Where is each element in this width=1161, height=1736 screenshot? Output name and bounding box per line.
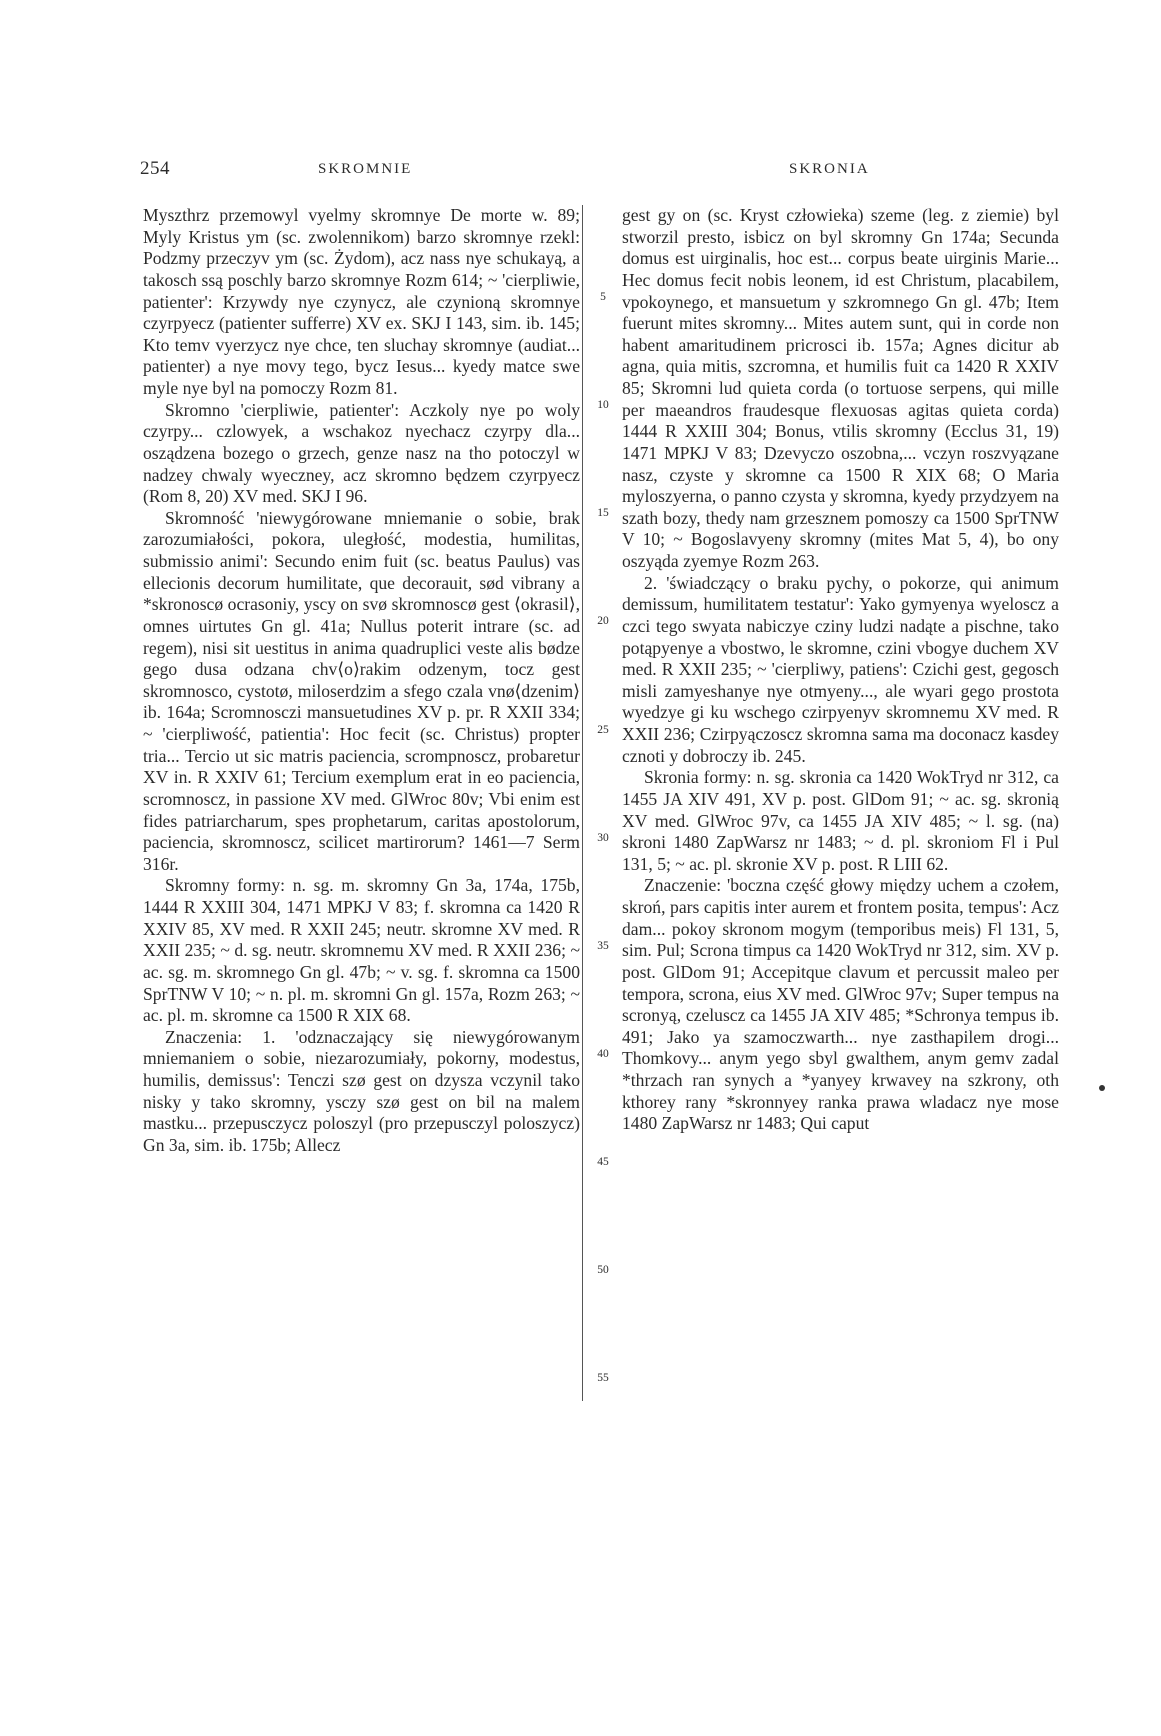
left-column bbox=[143, 205, 580, 1157]
entry-skronia-znaczenie: Znaczenie: 'boczna część głowy między uchem a czołem, skroń, pars capitis inter aurem et frontem posita, tempus': Acz dam... pokoy skronom mogym (temporibus meis) Fl 131, 5, sim. Pul; Scrona timpus ca 1420 WokTryd nr 312, sim. XV p. post. GlDom 91; Accepitque clavum et percussit maleo per tempora, scrona, eius XV med. GlWroc 97v; Super tempus na scronyą, czeluscz ca 1455 JA XIV 485; *Schronya tempus ib. 491; Jako ya szamoczwarth... nye zasthapilem drogi... Thomkovy... anym yego sbyl gwalthem, anym gemv zadal *thrzach ran synych a *yanyey krwavey na szkrony, oth kthorey rany *skronnyey ranka prawa wladacz nye mose 1480 ZapWarsz nr 1483; Qui caput bbox=[622, 875, 1059, 1134]
entry-skromny-formy: Skromny formy: n. sg. m. skromny Gn 3a, 174a, 175b, 1444 R XXIII 304, 1471 MPKJ V 83; f. skromna ca 1420 R XXIV 85, XV med. R XXII 245; neutr. skromne XV med. R XXII 235; ~ d. sg. neutr. skromnemu XV med. R XXII 236; ~ ac. sg. m. skromnego Gn gl. 47b; ~ v. sg. f. skromna ca 1500 SprTNW V 10; ~ n. pl. m. skromni Gn gl. 157a, Rozm 263; ~ ac. pl. m. skromne ca 1500 R XIX 68. bbox=[143, 875, 580, 1026]
line-number: 30 bbox=[597, 832, 609, 844]
line-number: 20 bbox=[597, 615, 609, 627]
line-numbers bbox=[590, 205, 616, 1405]
entry-skromnosc: Skromność 'niewygórowane mniemanie o sobie, brak zarozumiałości, pokora, uległość, modestia, humilitas, submissio animi': Secundo enim fuit (sc. beatus Paulus) vas ellecionis decorum humilitate, que decorauit, sød vibrany a *skronoscø ocrasoniy, yscy on svø skromnoscø gest ⟨okrasil⟩, omnes uirtutes Gn gl. 41a; Nullus poterit intrare (sc. ad regem), nisi sit uestitus in anima quadruplici veste alis bødze gego dusa odzana chv⟨o⟩rakim odzenym, tocz gest skromnosco, cystotø, miloserdzim a sfego czala vnø⟨dzenim⟩ ib. 164a; Scromnosczi mansuetudines XV p. pr. R XXII 334; ~ 'cierpliwość, patientia': Hoc fecit (sc. Christus) propter tria... Tercio ut sic matris paciencia, scrompnoscz, probaretur XV in. R XXIV 61; Tercium exemplum erat in eo paciencia, scromnoscz, in passione XV med. GlWroc 80v; Vbi enim est fides patriarcharum, spes prophetarum, caritas apostolorum, paciencia, skromnoscz, scilicet martirorum? 1461—7 Serm 316r. bbox=[143, 507, 580, 874]
margin-speck bbox=[1099, 1085, 1105, 1091]
page-number: 254 bbox=[140, 158, 170, 179]
line-number: 10 bbox=[597, 399, 609, 411]
running-head-left: SKROMNIE bbox=[318, 161, 413, 177]
line-number: 40 bbox=[597, 1048, 609, 1060]
line-number: 50 bbox=[597, 1264, 609, 1276]
entry-skromnie-continued: Myszthrz przemowyl vyelmy skromnye De morte w. 89; Myly Kristus ym (sc. zwolennikom) barzo skromnye rzekl: Podzmy przeczyv ym (sc. Żydom), acz nass nye schukayą, a takosch ssą poschly barzo skromnye Rozm 614; ~ 'cierpliwie, patienter': Krzywdy nye czynycz, ale czynioną skromnye czyrpyecz (patienter sufferre) XV ex. SKJ I 143, sim. ib. 145; Kto temv vyerzycz nye chce, ten sluchay skromnye (audiat... patienter) a nye movy tego, bycz Iesus... kyedy matce swe myle nye byl na pomoczy Rozm 81. bbox=[143, 205, 580, 398]
line-number: 55 bbox=[597, 1372, 609, 1384]
column-divider bbox=[582, 205, 583, 1401]
page-header bbox=[0, 158, 1161, 188]
running-head-right: SKRONIA bbox=[789, 161, 870, 177]
entry-skromny-znaczenia: Znaczenia: 1. 'odznaczający się niewygórowanym mniemaniem o sobie, niezarozumiały, pokorny, modestus, humilis, demissus': Tenczi szø gest on dzysza vczynil tako nisky y tako skromny, ysczy szø gest on bil na malem mastku... przepusczycz poloszyl (pro przepusczyl poloszycz) Gn 3a, sim. ib. 175b; Allecz bbox=[143, 1026, 580, 1155]
entry-skromny-continued: gest gy on (sc. Kryst człowieka) szeme (leg. z ziemie) byl stworzil presto, isbicz on byl skromny Gn 174a; Secunda domus est uirginalis, hoc est... corpus beate uirginis Marie... Hec domus fecit nobis leonem, id est Christum, placabilem, vpokoynego, et mansuetum y szkromnego Gn gl. 47b; Item fuerunt mites skromny... Mites autem sunt, qui in corde non habent amaritudinem pricrosci ib. 157a; Agnes dicitur ab agna, quia mitis, szcromna, et humilis fuit ca 1420 R XXIV 85; Skromni lud quieta corda (o tortuose serpens, qui mille per maeandros fraudesque flexuosas agitas quieta corda) 1444 R XXIII 304; Bonus, vtilis skromny (Ecclus 31, 19) 1471 MPKJ V 83; Dzevyczo oszobna,... vczyn roszvyązane nasz, czyste y skromne ca 1500 R XIX 68; O Maria myloszyerna, o panno czysta y skromna, kyedy przydzyem na szath bozy, thedy nam grzesznem pomoszy ca 1500 SprTNW V 10; ~ Bogoslavyeny skromny (mites Mat 5, 4), bo ony oszyąda zyemye Rozm 263. bbox=[622, 205, 1059, 571]
entry-skromny-sense-2: 2. 'świadczący o braku pychy, o pokorze, qui animum demissum, humilitatem testatur': Yako gymyenya wyeloscz a czci tego swyata nabiczye cziny ludzi nadąte a pischne, tako potąpyenye a vbostwo, le skromne, czini vbogye duchem XV med. R XXII 235; ~ 'cierpliwy, patiens': Czichi gest, gegosch misli zamyeshanye nye otmyeny..., ale wyari gego prostota wyedzye gi ku wschego czirpyenyv skromnemu XV med. R XXII 236; Czirpyączoscz skromna sama ma doconacz kasdey cznoti y dobroczy ib. 245. bbox=[622, 572, 1059, 766]
entry-skromno: Skromno 'cierpliwie, patienter': Aczkoly nye po woly czyrpy... czlowyek, a wschakoz nyechacz czyrpy dla... osządzena bozego o grzech, genze nasz na tho potoczyl w nadzey chwaly wyeczney, acz skromno będzem czyrpyecz (Rom 8, 20) XV med. SKJ I 96. bbox=[143, 399, 580, 507]
line-number: 15 bbox=[597, 507, 609, 519]
line-number: 5 bbox=[600, 291, 606, 303]
line-number: 45 bbox=[597, 1156, 609, 1168]
right-column bbox=[622, 205, 1059, 1135]
line-number: 25 bbox=[597, 724, 609, 736]
line-number: 35 bbox=[597, 940, 609, 952]
entry-skronia-formy: Skronia formy: n. sg. skronia ca 1420 WokTryd nr 312, ca 1455 JA XIV 491, XV p. post. GlDom 91; ~ ac. sg. skronią XV med. GlWroc 97v, ca 1455 JA XIV 485; ~ l. sg. (na) skroni 1480 ZapWarsz nr 1483; ~ d. pl. skroniom Fl i Pul 131, 5; ~ ac. pl. skronie XV p. post. R LIII 62. bbox=[622, 767, 1059, 874]
